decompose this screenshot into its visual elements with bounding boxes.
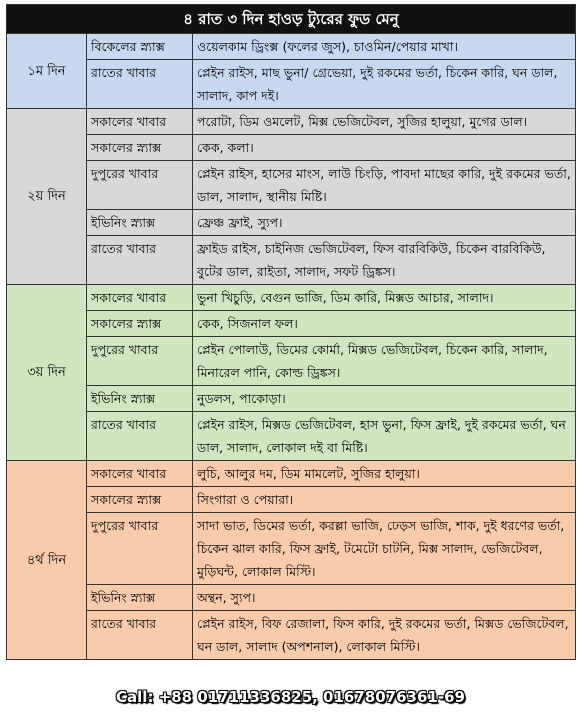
day-1-group [7, 34, 576, 109]
meal-name: সকালের স্ন্যাক্স [87, 487, 193, 513]
meal-items: প্লেইন রাইস, হাসের মাংস, লাউ চিংড়ি, পাবদা মাছের কারি, দুই রকমের ভর্তা, ডাল, সালাদ, স্থানীয় মিষ্টি। [193, 161, 576, 210]
table-row [7, 236, 576, 285]
meal-name: রাতের খাবার [87, 611, 193, 660]
meal-items: পরোটা, ডিম ওমলেট, মিক্স ভেজিটেবল, সুজির হালুয়া, মুগের ডাল। [193, 109, 576, 135]
table-row [7, 461, 576, 487]
table-row [7, 285, 576, 311]
meal-items: ফ্রাইড রাইস, চাইনিজ ভেজিটেবল, ফিস বারবিকিউ, চিকেন বারবিকিউ, বুটের ডাল, রাইতা, সালাদ, সফট ড্রিঙ্কস। [193, 236, 576, 285]
day-label: ১ম দিন [7, 34, 87, 109]
food-menu-table [6, 4, 576, 660]
meal-name: সকালের খাবার [87, 109, 193, 135]
table-row [7, 611, 576, 660]
meal-items: ভুনা খিচুড়ি, বেগুন ভাজি, ডিম কারি, মিক্সড আচার, সালাদ। [193, 285, 576, 311]
meal-name: সকালের খাবার [87, 285, 193, 311]
table-row [7, 585, 576, 611]
meal-name: রাতের খাবার [87, 412, 193, 461]
meal-items: প্লেইন রাইস, মিক্সড ভেজিটেবল, হাস ভুনা, ফিস ফ্রাই, দুই রকমের ভর্তা, ঘন ডাল, সালাদ, লোকাল দই বা মিষ্টি। [193, 412, 576, 461]
meal-items: প্লেইন পোলাউ, ডিমের কোর্মা, মিক্সড ভেজিটেবল, চিকেন কারি, সালাদ, মিনারেল পানি, কোল্ড ড্রিঙ্কস। [193, 337, 576, 386]
contact-phone-numbers: Call: +88 01711336825, 01678076361-69 [116, 688, 465, 706]
table-row [7, 311, 576, 337]
table-row [7, 109, 576, 135]
meal-items: সাদা ভাত, ডিমের ভর্তা, করল্লা ভাজি, ঢেড়স ভাজি, শাক, দুই ধরণের ভর্তা, চিকেন ঝাল কারি, ফিস ফ্রাই, টমেটো চাটনি, মিক্স সালাদ, ভেজিটেবল, মুড়িঘন্ট, লোকাল মিস্টি। [193, 513, 576, 585]
table-row [7, 210, 576, 236]
menu-title: ৪ রাত ৩ দিন হাওড় ট্যুরের ফুড মেনু [7, 5, 576, 34]
meal-name: ইভিনিং স্ন্যাক্স [87, 210, 193, 236]
meal-name: দুপুরের খাবার [87, 513, 193, 585]
table-row [7, 412, 576, 461]
meal-items: প্লেইন রাইস, মাছ ভুনা/ গ্রেভেয়া, দুই রকমের ভর্তা, চিকেন কারি, ঘন ডাল, সালাদ, কাপ দই। [193, 60, 576, 109]
meal-name: সকালের স্ন্যাক্স [87, 135, 193, 161]
meal-name: রাতের খাবার [87, 236, 193, 285]
meal-name: সকালের খাবার [87, 461, 193, 487]
day-label: ২য় দিন [7, 109, 87, 285]
meal-items: কেক, কলা। [193, 135, 576, 161]
meal-name: দুপুরের খাবার [87, 161, 193, 210]
meal-items: কেক, সিজনাল ফল। [193, 311, 576, 337]
meal-name: রাতের খাবার [87, 60, 193, 109]
day-2-group [7, 109, 576, 285]
table-row [7, 337, 576, 386]
table-row [7, 161, 576, 210]
meal-items: ওয়েলকাম ড্রিংক্স (ফলের জুস), চাওমিন/পেয়ার মাখা। [193, 34, 576, 60]
meal-name: ইভিনিং স্ন্যাক্স [87, 585, 193, 611]
meal-name: সকালের স্ন্যাক্স [87, 311, 193, 337]
day-3-group [7, 285, 576, 461]
meal-items: অন্থন, স্যুপ। [193, 585, 576, 611]
table-row [7, 135, 576, 161]
day-label: ৩য় দিন [7, 285, 87, 461]
table-row [7, 34, 576, 60]
table-row [7, 386, 576, 412]
table-row [7, 60, 576, 109]
meal-items: প্লেইন রাইস, বিফ রেজালা, ফিস কারি, দুই রকমের ভর্তা, মিক্সড ভেজিটেবল, ঘন ডাল, সালাদ (অপশনাল), লোকাল মিস্টি। [193, 611, 576, 660]
meal-name: দুপুরের খাবার [87, 337, 193, 386]
meal-items: লুচি, আলুর দম, ডিম মামলেট, সুজির হালুয়া। [193, 461, 576, 487]
meal-items: নুডলস, পাকোড়া। [193, 386, 576, 412]
table-row [7, 513, 576, 585]
table-row [7, 487, 576, 513]
day-label: ৪র্থ দিন [7, 461, 87, 660]
day-4-group [7, 461, 576, 660]
menu-table-wrapper [6, 4, 575, 660]
meal-items: সিংগারা ও পেয়ারা। [193, 487, 576, 513]
meal-name: ইভিনিং স্ন্যাক্স [87, 386, 193, 412]
meal-items: ফ্রেঞ্চ ফ্রাই, স্যুপ। [193, 210, 576, 236]
meal-name: বিকেলের স্ন্যাক্স [87, 34, 193, 60]
